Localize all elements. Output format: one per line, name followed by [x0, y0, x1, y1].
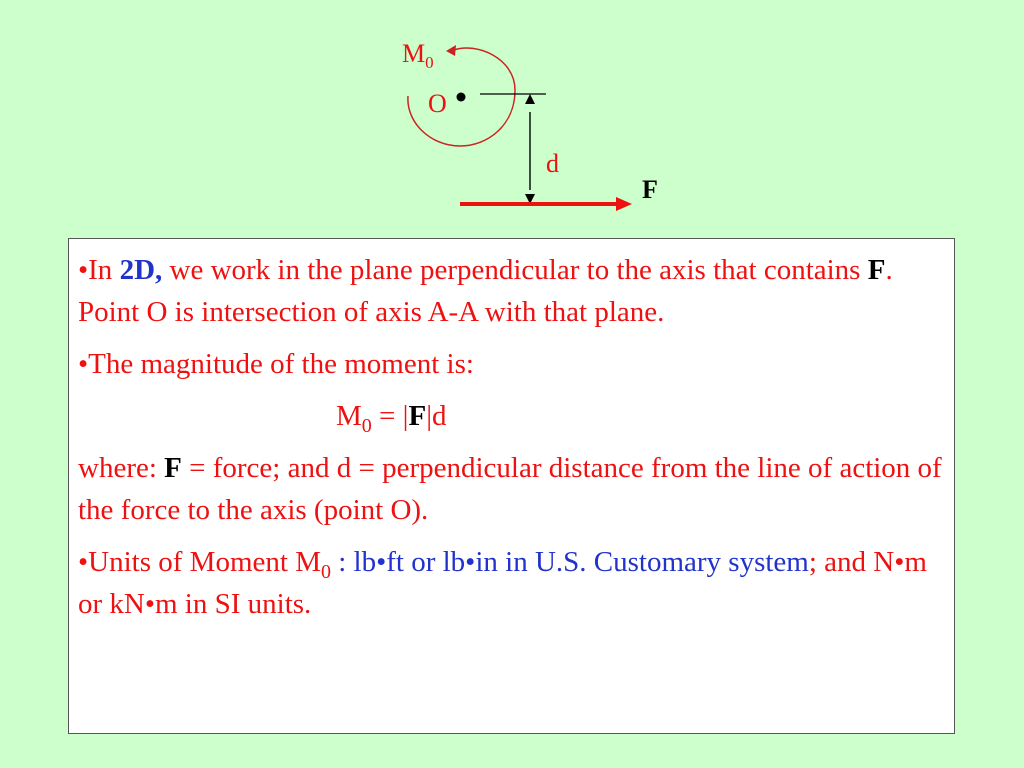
force-arrow-head: [616, 197, 632, 211]
force-label: F: [642, 175, 658, 204]
us-units: lb•ft or lb•in in U.S. Customary system: [353, 546, 809, 578]
point-o-dot: [457, 93, 466, 102]
paragraph-2d-plane: •In 2D, we work in the plane perpendicular to the axis that contains F. Point O is intersection of axis A-A with that plane.: [78, 254, 893, 328]
moment-label: $M_0$: [402, 39, 434, 72]
definition-force-symbol: F: [164, 452, 182, 484]
formula-force-symbol: F: [408, 400, 427, 432]
point-o-label: O: [428, 89, 447, 118]
moment-arc-head: [446, 45, 456, 56]
moment-diagram: [0, 0, 1024, 232]
si-units: ; and N•m or kN•m in SI units.: [78, 546, 927, 620]
distance-arrow-head-top: [525, 94, 535, 104]
force-symbol: F: [867, 254, 886, 286]
explanation-textbox: [68, 238, 955, 734]
paragraph-units: •Units of Moment $M_0$ : lb•ft or lb•in in U.S. Customary system; and N•m or kN•m in SI units.: [78, 546, 927, 620]
distance-label: d: [546, 149, 559, 178]
moment-formula: $M_0 = |F|d$: [336, 400, 447, 437]
paragraph-magnitude: •The magnitude of the moment is:: [78, 348, 474, 380]
paragraph-definitions: where: F = force; and d = perpendicular distance from the line of action of the force to the axis (point O).: [78, 452, 942, 526]
highlight-2d: 2D,: [119, 254, 163, 286]
